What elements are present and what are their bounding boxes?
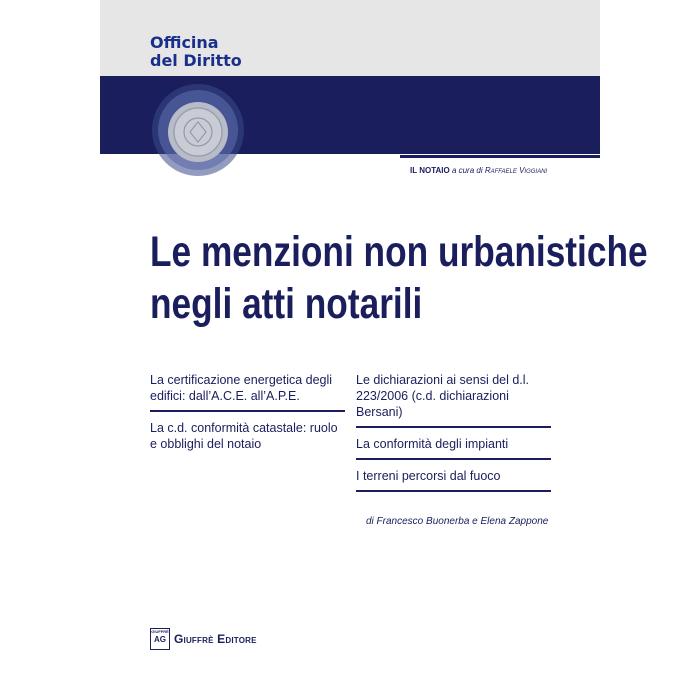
title-line-1: Le menzioni non urbanistiche: [150, 228, 648, 276]
title-line-2: negli atti notarili: [150, 280, 423, 328]
topic-item: Le dichiarazioni ai sensi del d.l. 223/2006 (c.d. dichiarazioni Bersani): [356, 372, 551, 428]
book-cover: [100, 0, 648, 700]
collection-name: IL NOTAIO: [410, 166, 450, 175]
series-line-2: del Diritto: [150, 51, 242, 70]
series-line-1: Officina: [150, 33, 219, 52]
topic-item: I terreni percorsi dal fuoco: [356, 468, 551, 492]
curator-name: Raffaele Viggiani: [484, 166, 548, 175]
publisher-name: Giuffrè Editore: [174, 632, 257, 646]
topic-item: La conformità degli impianti: [356, 436, 551, 460]
collection-label: [410, 166, 547, 175]
book-title: [150, 226, 648, 330]
topic-item: La certificazione energetica degli edifici: dall’A.C.E. all’A.P.E.: [150, 372, 345, 412]
authors: di Francesco Buonerba e Elena Zappone: [366, 516, 549, 527]
topics-left: [150, 372, 345, 466]
logo-bottom-text: AG: [154, 635, 166, 644]
publisher-logo: [150, 628, 170, 650]
logo-top-text: GIUFFRÈ: [151, 629, 169, 634]
series-title: [150, 34, 242, 70]
curated-prefix: a cura di: [451, 166, 483, 175]
topics-right: [356, 372, 551, 500]
notary-seal-icon: [148, 80, 248, 180]
publisher: [150, 628, 257, 650]
topic-item: La c.d. conformità catastale: ruolo e obblighi del notaio: [150, 421, 338, 451]
